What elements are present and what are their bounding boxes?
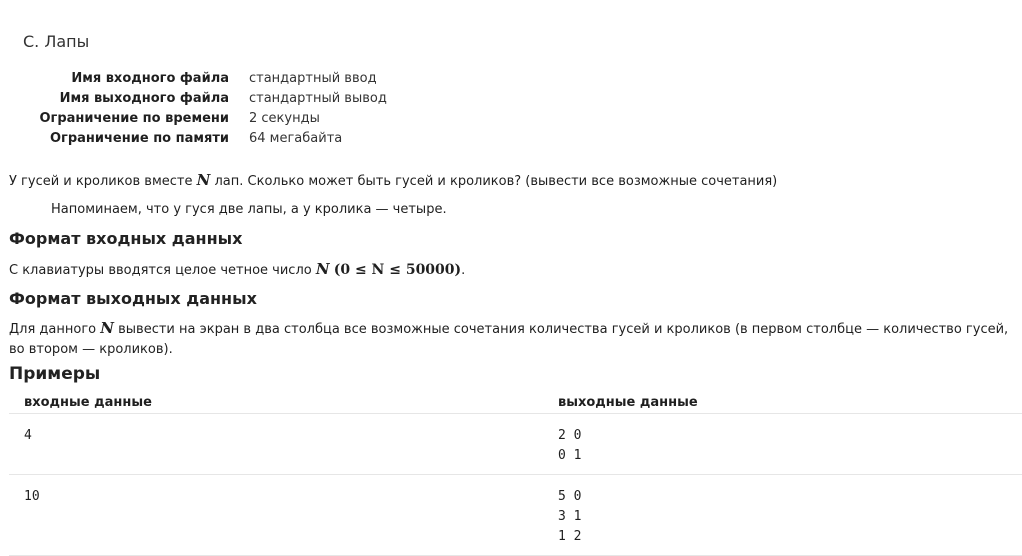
- limit-key: Ограничение по времени: [39, 111, 229, 126]
- input-text: С клавиатуры вводятся целое четное число: [9, 263, 312, 278]
- limit-key: Имя выходного файла: [59, 91, 229, 106]
- limit-value: стандартный ввод: [249, 71, 377, 86]
- statement-text: У гусей и кроликов вместе: [9, 174, 193, 189]
- limits-table: [0, 69, 387, 149]
- example-output: 5 0 3 1 1 2: [558, 489, 582, 544]
- output-format-text: [9, 318, 1019, 360]
- statement-note: Напоминаем, что у гуся две лапы, а у кролика — четыре.: [51, 202, 447, 217]
- problem-title: C. Лапы: [23, 32, 90, 51]
- input-format-text: [9, 259, 465, 281]
- limit-value: стандартный вывод: [249, 91, 387, 106]
- statement-text-after: лап. Сколько может быть гусей и кроликов? (вывести все возможные сочетания): [214, 174, 778, 189]
- limit-value: 2 секунды: [249, 111, 320, 126]
- example-input: 10: [24, 489, 40, 504]
- example-output: 2 0 0 1: [558, 428, 582, 463]
- output-text: Для данного: [9, 322, 97, 337]
- limit-key: Имя входного файла: [71, 71, 229, 86]
- output-var: N: [100, 319, 114, 337]
- examples-input-label: входные данные: [24, 395, 152, 410]
- examples-heading: Примеры: [9, 364, 101, 384]
- limit-key: Ограничение по памяти: [50, 131, 229, 146]
- statement: [9, 170, 777, 192]
- limit-row: [0, 109, 387, 129]
- examples-output-label: выходные данные: [558, 395, 698, 410]
- examples-header: [9, 393, 1022, 414]
- example-input: 4: [24, 428, 32, 443]
- example-row: [9, 414, 1022, 475]
- input-format-heading: Формат входных данных: [9, 229, 243, 248]
- limit-row: [0, 69, 387, 89]
- output-format-heading: Формат выходных данных: [9, 289, 257, 308]
- limit-value: 64 мегабайта: [249, 131, 343, 146]
- input-var: N: [315, 260, 330, 278]
- limit-row: [0, 89, 387, 109]
- output-text-after: вывести на экран в два столбца все возможные сочетания количества гусей и кроликов (в первом столбце — количество гусей, во втором — кроликов).: [9, 322, 1009, 357]
- statement-var: N: [196, 171, 211, 189]
- limit-row: [0, 129, 387, 149]
- input-text-after: .: [461, 263, 466, 278]
- examples-table: [9, 393, 1022, 556]
- example-row: [9, 475, 1022, 556]
- input-constraint: (0 ≤ N ≤ 50000): [333, 262, 462, 278]
